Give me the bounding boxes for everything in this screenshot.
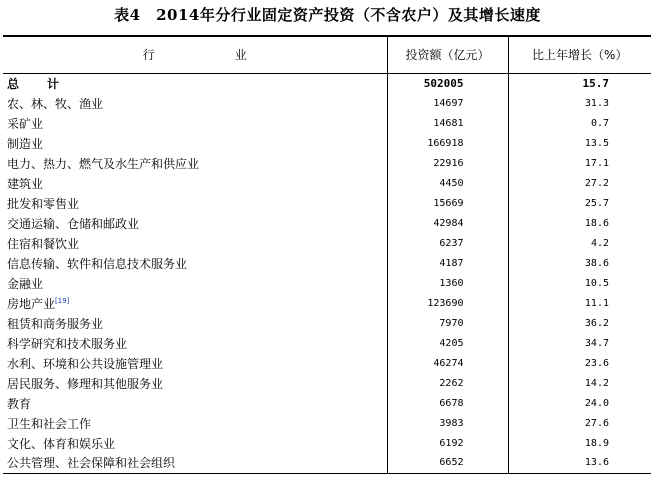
- table-row: [3, 193, 651, 213]
- growth-value: 14.2: [508, 373, 651, 393]
- industry-label: 制造业: [7, 136, 44, 151]
- investment-value: 6652: [387, 453, 508, 473]
- table-row: [3, 233, 651, 253]
- header-investment: 投资额（亿元）: [387, 36, 508, 73]
- growth-value: 13.5: [508, 133, 651, 153]
- investment-value: 14697: [387, 93, 508, 113]
- investment-value: 4450: [387, 173, 508, 193]
- investment-value: 2262: [387, 373, 508, 393]
- industry-label: 信息传输、软件和信息技术服务业: [7, 256, 188, 271]
- growth-value: 31.3: [508, 93, 651, 113]
- investment-value: 166918: [387, 133, 508, 153]
- header-row: [3, 36, 651, 73]
- industry-label: 租赁和商务服务业: [7, 316, 104, 331]
- industry-name: [3, 133, 387, 153]
- table-row: [3, 273, 651, 293]
- growth-value: 23.6: [508, 353, 651, 373]
- industry-label: 电力、热力、燃气及水生产和供应业: [7, 156, 200, 171]
- growth-value: 18.9: [508, 433, 651, 453]
- investment-value: 46274: [387, 353, 508, 373]
- industry-name: [3, 333, 387, 353]
- investment-value: 6192: [387, 433, 508, 453]
- industry-name: [3, 413, 387, 433]
- industry-label: 金融业: [7, 276, 44, 291]
- industry-label: 住宿和餐饮业: [7, 236, 80, 251]
- industry-label: 公共管理、社会保障和社会组织: [7, 456, 176, 471]
- total-investment: 502005: [387, 73, 508, 93]
- total-growth: 15.7: [508, 73, 651, 93]
- industry-investment-table: [3, 35, 651, 474]
- industry-name: [3, 453, 387, 473]
- industry-label: 房地产业: [7, 296, 56, 311]
- growth-value: 34.7: [508, 333, 651, 353]
- industry-label: 文化、体育和娱乐业: [7, 436, 116, 451]
- growth-value: 13.6: [508, 453, 651, 473]
- table-row: [3, 353, 651, 373]
- table-row: [3, 253, 651, 273]
- investment-value: 123690: [387, 293, 508, 313]
- table-row: [3, 393, 651, 413]
- growth-value: 0.7: [508, 113, 651, 133]
- investment-value: 6237: [387, 233, 508, 253]
- industry-name: [3, 93, 387, 113]
- growth-value: 27.6: [508, 413, 651, 433]
- table-row: [3, 153, 651, 173]
- investment-value: 14681: [387, 113, 508, 133]
- table-row: [3, 93, 651, 113]
- industry-name: [3, 153, 387, 173]
- industry-name: [3, 273, 387, 293]
- table-row: [3, 133, 651, 153]
- header-growth: 比上年增长（%）: [508, 36, 651, 73]
- industry-label: 科学研究和技术服务业: [7, 336, 128, 351]
- table-row: [3, 293, 651, 313]
- industry-label: 建筑业: [7, 176, 44, 191]
- industry-name: [3, 433, 387, 453]
- table-row: [3, 113, 651, 133]
- industry-name: [3, 113, 387, 133]
- investment-value: 4205: [387, 333, 508, 353]
- table-row: [3, 213, 651, 233]
- growth-value: 4.2: [508, 233, 651, 253]
- industry-label: 批发和零售业: [7, 196, 80, 211]
- industry-label: 交通运输、仓储和邮政业: [7, 216, 140, 231]
- table-row: [3, 173, 651, 193]
- investment-value: 22916: [387, 153, 508, 173]
- growth-value: 11.1: [508, 293, 651, 313]
- investment-value: 3983: [387, 413, 508, 433]
- table-row: [3, 413, 651, 433]
- industry-label: 农、林、牧、渔业: [7, 96, 104, 111]
- table-title: 表4 2014年分行业固定资产投资（不含农户）及其增长速度: [114, 6, 541, 24]
- investment-value: 42984: [387, 213, 508, 233]
- industry-name: [3, 233, 387, 253]
- total-row: [3, 73, 651, 93]
- growth-value: 17.1: [508, 153, 651, 173]
- table-row: [3, 453, 651, 473]
- investment-value: 6678: [387, 393, 508, 413]
- header-industry: 行业: [3, 36, 387, 73]
- growth-value: 36.2: [508, 313, 651, 333]
- industry-label: 采矿业: [7, 116, 44, 131]
- industry-name: [3, 193, 387, 213]
- table-row: [3, 333, 651, 353]
- investment-value: 7970: [387, 313, 508, 333]
- footnote-link[interactable]: [19]: [55, 296, 70, 305]
- industry-label: 教育: [7, 396, 32, 411]
- industry-name: [3, 253, 387, 273]
- industry-name: [3, 313, 387, 333]
- total-label: 总计: [7, 76, 88, 91]
- growth-value: 27.2: [508, 173, 651, 193]
- industry-label: 水利、环境和公共设施管理业: [7, 356, 164, 371]
- growth-value: 24.0: [508, 393, 651, 413]
- investment-value: 1360: [387, 273, 508, 293]
- table-row: [3, 373, 651, 393]
- table-row: [3, 313, 651, 333]
- growth-value: 18.6: [508, 213, 651, 233]
- growth-value: 10.5: [508, 273, 651, 293]
- industry-name: [3, 293, 387, 313]
- growth-value: 38.6: [508, 253, 651, 273]
- industry-name: [3, 393, 387, 413]
- industry-name: [3, 373, 387, 393]
- growth-value: 25.7: [508, 193, 651, 213]
- industry-name: [3, 353, 387, 373]
- investment-value: 15669: [387, 193, 508, 213]
- table-row: [3, 433, 651, 453]
- industry-label: 居民服务、修理和其他服务业: [7, 376, 164, 391]
- investment-value: 4187: [387, 253, 508, 273]
- industry-label: 卫生和社会工作: [7, 416, 92, 431]
- industry-name: [3, 173, 387, 193]
- industry-name: [3, 213, 387, 233]
